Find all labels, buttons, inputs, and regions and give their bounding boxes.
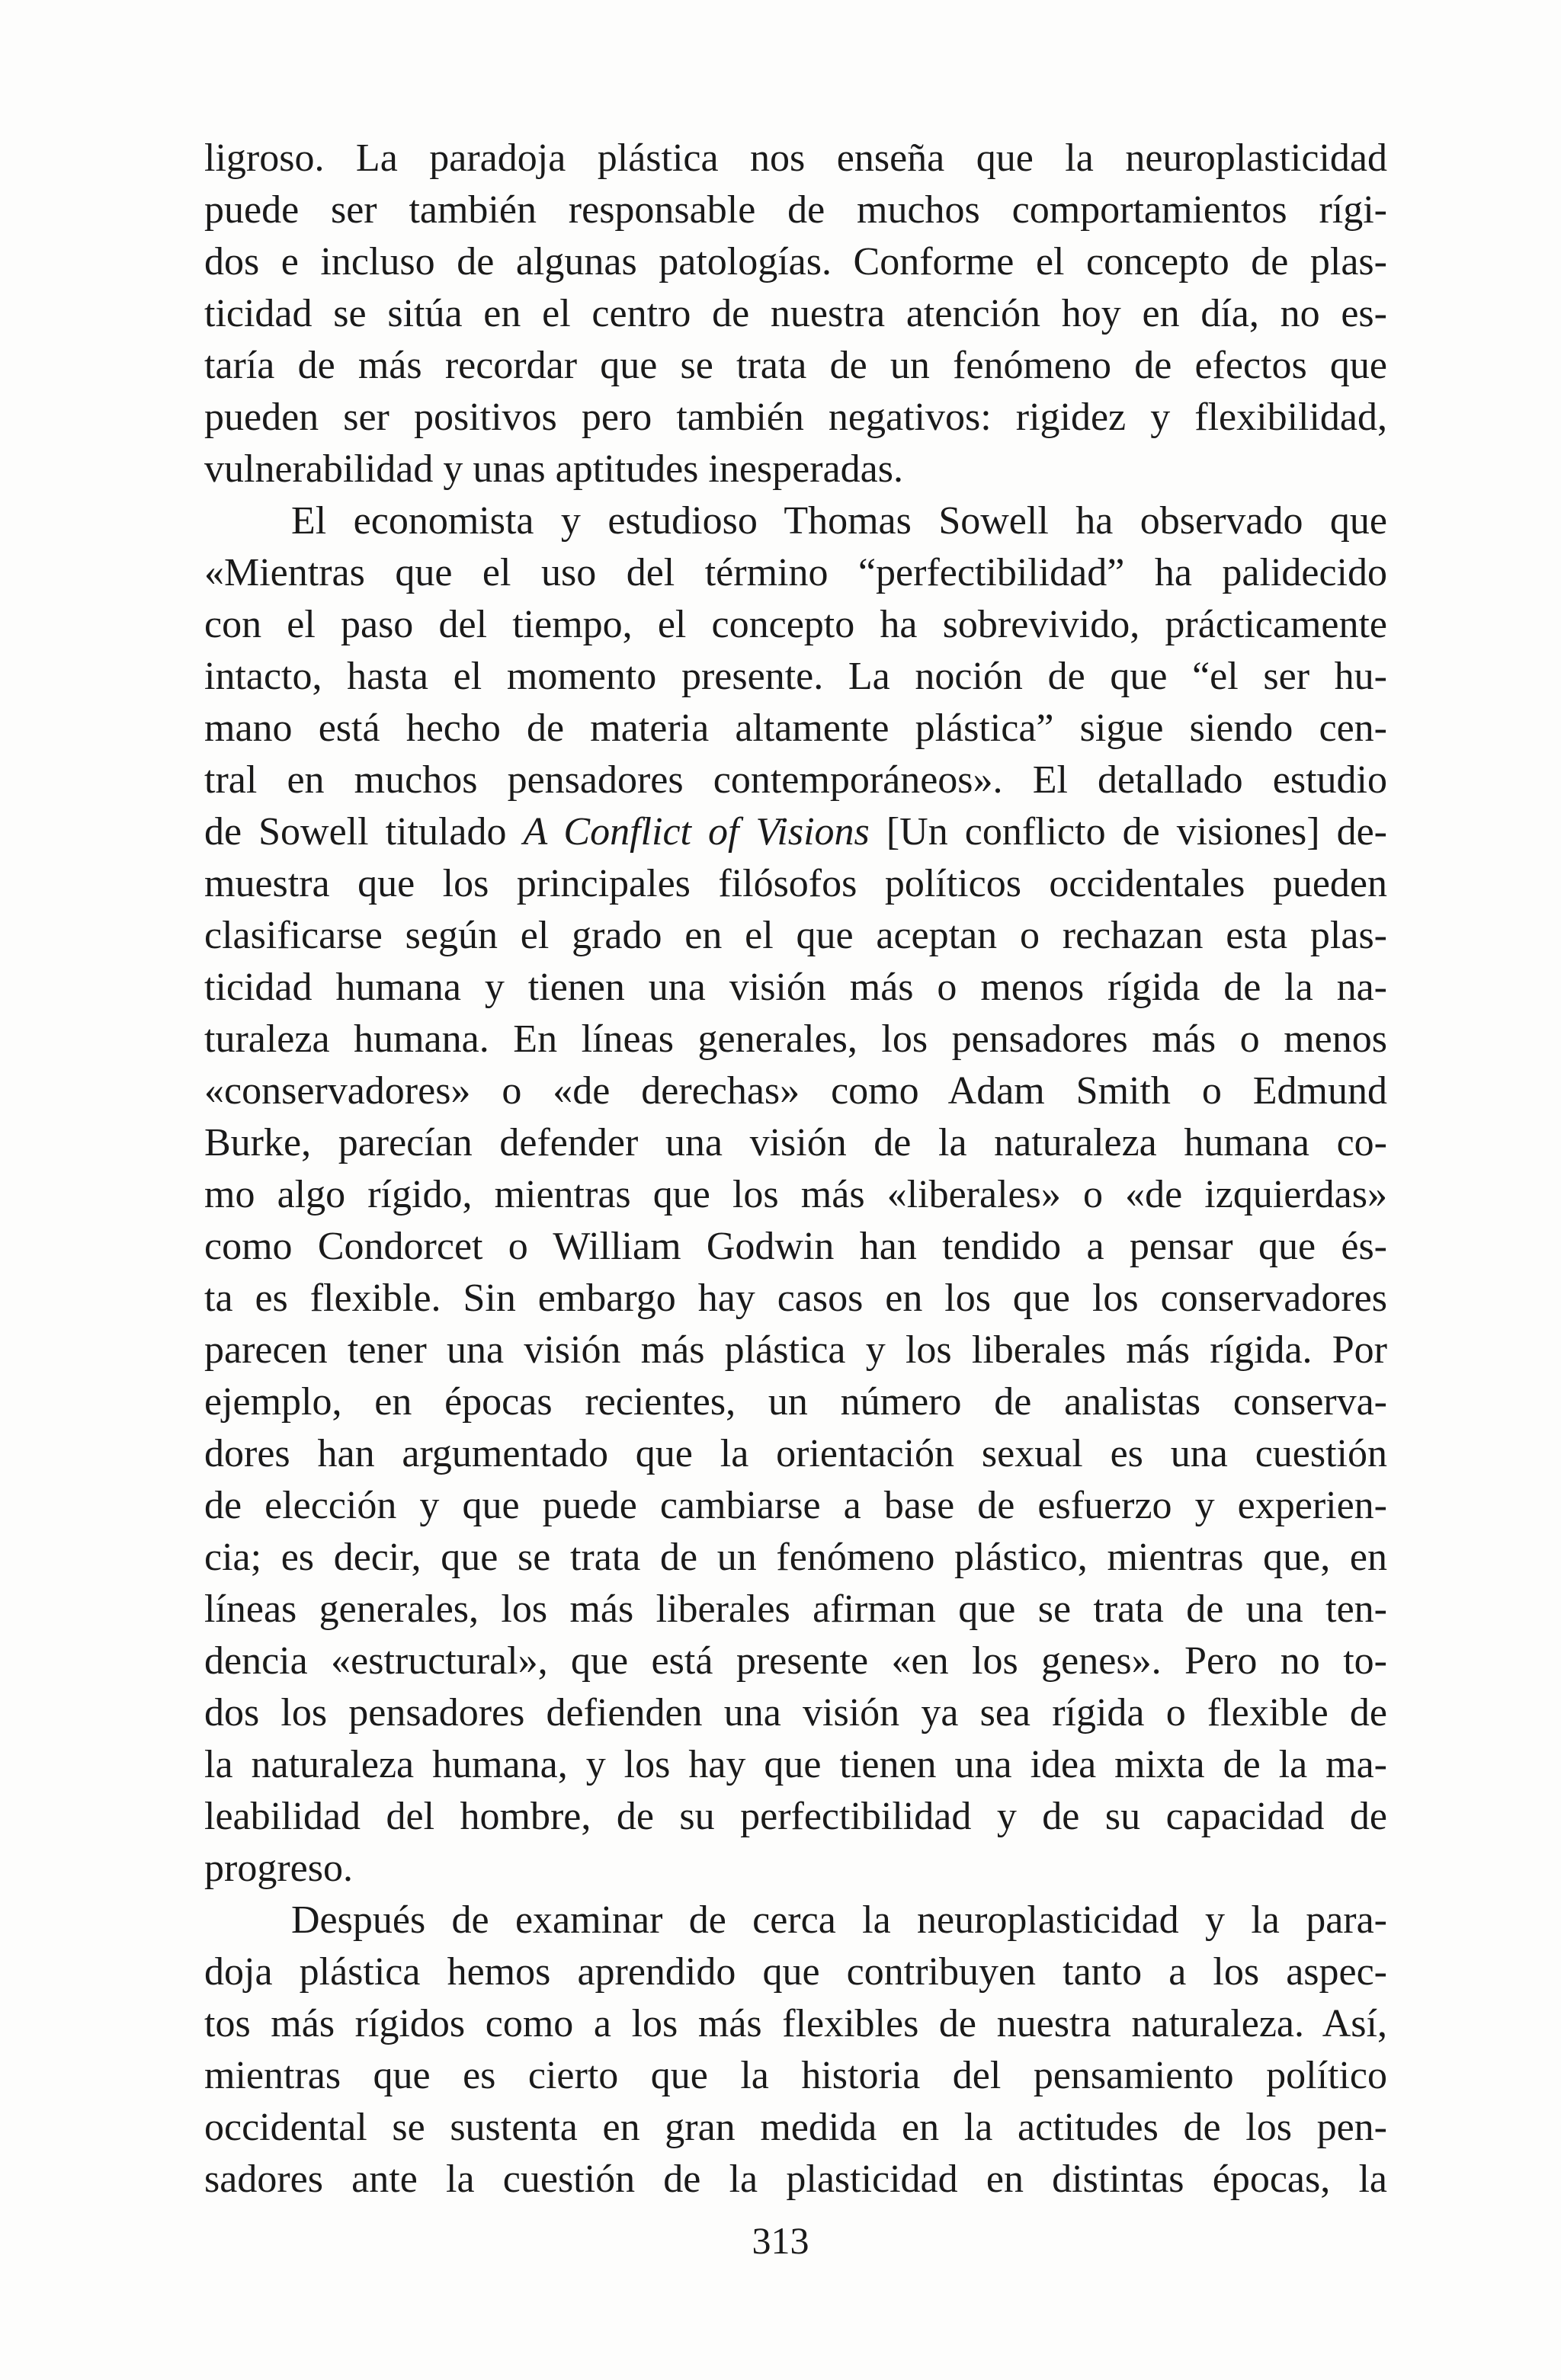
text-line: «Mientras que el uso del término “perfectibilidad” ha palidecido — [204, 551, 1387, 594]
text-line: vulnerabilidad y unas aptitudes inesperadas. — [204, 447, 903, 491]
text-line: dos e incluso de algunas patologías. Conforme el concepto de plas- — [204, 240, 1387, 283]
text-line: occidental se sustenta en gran medida en la actitudes de los pen- — [204, 2106, 1387, 2149]
text-line: con el paso del tiempo, el concepto ha sobrevivido, prácticamente — [204, 603, 1387, 646]
text-line: dos los pensadores defienden una visión ya sea rígida o flexible de — [204, 1691, 1387, 1735]
text-line: dencia «estructural», que está presente «en los genes». Pero no to- — [204, 1639, 1387, 1683]
text-line: dores han argumentado que la orientación sexual es una cuestión — [204, 1432, 1387, 1475]
text-line: doja plástica hemos aprendido que contribuyen tanto a los aspec- — [204, 1950, 1387, 1994]
text-line: turaleza humana. En líneas generales, los pensadores más o menos — [204, 1017, 1387, 1061]
text-line: leabilidad del hombre, de su perfectibilidad y de su capacidad de — [204, 1795, 1387, 1838]
text-line: líneas generales, los más liberales afirman que se trata de una ten- — [204, 1587, 1387, 1631]
text-line: progreso. — [204, 1847, 353, 1890]
text-line: pueden ser positivos pero también negativos: rigidez y flexibilidad, — [204, 396, 1387, 439]
text-line: clasificarse según el grado en el que aceptan o rechazan esta plas- — [204, 914, 1387, 957]
text-line: mano está hecho de materia altamente plástica” sigue siendo cen- — [204, 706, 1387, 750]
text-line: mientras que es cierto que la historia del pensamiento político — [204, 2054, 1387, 2097]
book-title: A Conflict of Visions — [523, 810, 870, 854]
text-line: tos más rígidos como a los más flexibles de nuestra naturaleza. Así, — [204, 2002, 1387, 2045]
text-line: El economista y estudioso Thomas Sowell ha observado que — [291, 499, 1387, 543]
text-line: intacto, hasta el momento presente. La noción de que “el ser hu- — [204, 655, 1387, 698]
text-line: tral en muchos pensadores contemporáneos». El detallado estudio — [204, 758, 1387, 802]
text-line: como Condorcet o William Godwin han tendido a pensar que és- — [204, 1225, 1387, 1268]
text-line: cia; es decir, que se trata de un fenómeno plástico, mientras que, en — [204, 1536, 1387, 1579]
text-line: Burke, parecían defender una visión de la naturaleza humana co- — [204, 1121, 1387, 1164]
text-line: ticidad se sitúa en el centro de nuestra atención hoy en día, no es- — [204, 292, 1387, 335]
text-line: puede ser también responsable de muchos comportamientos rígi- — [204, 188, 1387, 232]
text-line: ticidad humana y tienen una visión más o menos rígida de la na- — [204, 966, 1387, 1009]
text-line: mo algo rígido, mientras que los más «liberales» o «de izquierdas» — [204, 1173, 1387, 1216]
text-line: de Sowell titulado A Conflict of Visions [Un conflicto de visiones] de- — [204, 810, 1387, 854]
text-line: la naturaleza humana, y los hay que tienen una idea mixta de la ma- — [204, 1743, 1387, 1786]
text-line: ligroso. La paradoja plástica nos enseña que la neuroplasticidad — [204, 136, 1387, 180]
text-line: sadores ante la cuestión de la plasticidad en distintas épocas, la — [204, 2157, 1387, 2201]
text-line: parecen tener una visión más plástica y los liberales más rígida. Por — [204, 1328, 1387, 1372]
text-line: ta es flexible. Sin embargo hay casos en los que los conservadores — [204, 1276, 1387, 1320]
text-line: ejemplo, en épocas recientes, un número de analistas conserva- — [204, 1380, 1387, 1424]
body-text — [204, 133, 1387, 2205]
page-number: 313 — [752, 2219, 809, 2262]
text-line: Después de examinar de cerca la neuroplasticidad y la para- — [291, 1898, 1387, 1942]
text-line: muestra que los principales filósofos políticos occidentales pueden — [204, 862, 1387, 905]
text-line: «conservadores» o «de derechas» como Adam Smith o Edmund — [204, 1069, 1387, 1113]
text-line: taría de más recordar que se trata de un fenómeno de efectos que — [204, 344, 1387, 387]
text-line: de elección y que puede cambiarse a base de esfuerzo y experien- — [204, 1484, 1387, 1527]
